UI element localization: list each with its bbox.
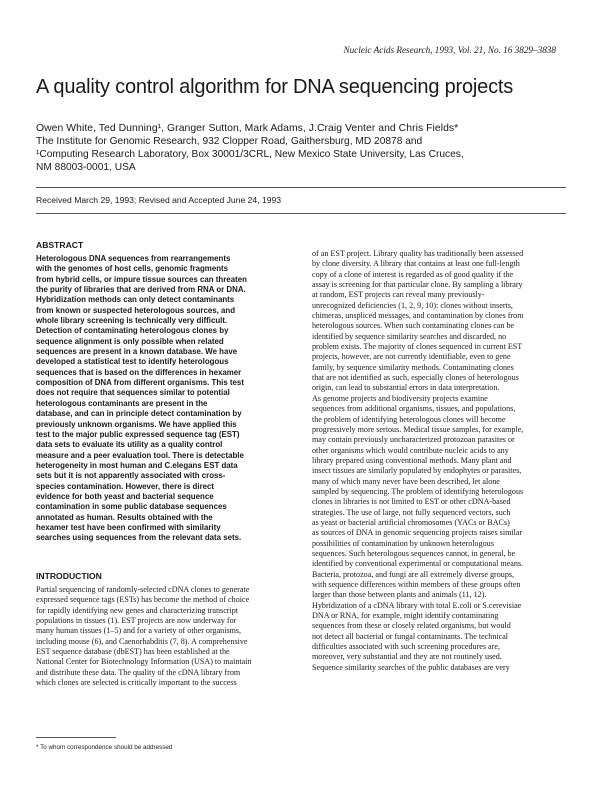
body-line: origin, can lead to substantial errors in data interpretation. [312, 383, 500, 393]
abstract-line: annotated as human. Results obtained with the [36, 512, 213, 522]
body-line: copy of a clone of interest is regarded as of good quality if the [312, 269, 514, 279]
body-line: many of which many never have been described, let alone [312, 476, 500, 486]
intro-line: which clones are selected is critically important to the success [36, 678, 237, 688]
body-line: the problem of identifying heterologous clones will become [312, 414, 506, 424]
abstract-line: searches using sequences from the relevant data sets. [36, 533, 242, 543]
body-line: heterologous sources. When such contaminating clones can be [312, 321, 515, 331]
affiliation-line: The Institute for Genomic Research, 932 Clopper Road, Gaithersburg, MD 20878 and [36, 136, 423, 147]
abstract-line: previously unknown organisms. We have applied this [36, 419, 237, 429]
body-line: identified by conventional experimental or computational means. [312, 559, 524, 569]
abstract-line: the purity of libraries that are derived from RNA or DNA. [36, 285, 246, 295]
body-line: unrecognized deficiencies (1, 2, 9, 10): clones without inserts, [312, 300, 513, 310]
abstract-line: contamination in some public database sequences [36, 502, 227, 512]
abstract-line: with the genomes of host cells, genomic fragments [36, 264, 229, 274]
footnote: * To whom correspondence should be addressed [36, 744, 173, 751]
body-line: Bacteria, protozoa, and fungi are all extremely diverse groups, [312, 569, 515, 579]
abstract-line: data sets to evaluate its utility as a quality control [36, 440, 223, 450]
body-line: progressively more serious. Medical tissue samples, for example, [312, 424, 524, 434]
body-line: may contain previously uncharacterized protozoan parasites or [312, 435, 515, 445]
body-line: that are not identified as such, especially clones of heterologous [312, 373, 519, 383]
abstract-line: from known or suspected heterologous sources, and [36, 305, 236, 315]
body-line: library prepared using conventional methods. Many plant and [312, 455, 512, 465]
body-line: at random, EST projects can reveal many previously- [312, 290, 485, 300]
intro-line: for rapidly identifying new genes and characterizing transcript [36, 605, 239, 615]
body-line: sequences from additional organisms, tissues, and populations, [312, 404, 516, 414]
body-line: projects, however, are not currently identifiable, even to gene [312, 352, 511, 362]
body-line: strategies. The use of large, not fully sequenced vectors, such [312, 507, 511, 517]
body-line: difficulties associated with such screening procedures are, [312, 642, 500, 652]
abstract-line: from hybrid cells, or impure tissue sources can threaten [36, 274, 247, 284]
top-divider [36, 187, 566, 188]
body-line: Sequence similarity searches of the public databases are very [312, 662, 510, 672]
abstract-line: Hybridization methods can only detect contaminants [36, 295, 235, 305]
body-line: larger than those between plants and animals (11, 12). [312, 590, 487, 600]
footnote-rule [36, 737, 116, 738]
abstract-line: does not require that sequences similar to potential [36, 388, 230, 398]
body-line: not detect all bacterial or fungal contaminants. The technical [312, 631, 509, 641]
abstract-line: developed a statistical test to identify heterologous [36, 357, 229, 367]
abstract-line: database, and can in principle detect contamination by [36, 409, 242, 419]
body-line: chimeras, unspliced messages, and contamination by clones from [312, 311, 524, 321]
intro-line: including mouse (6), and Caenorhabditis (7, 8). A comprehensive [36, 636, 248, 646]
body-line: problem exists. The majority of clones sequenced in current EST [312, 342, 523, 352]
body-line: as sources of DNA in genomic sequencing projects raises similar [312, 528, 523, 538]
abstract-line: heterologous contaminants are present in the [36, 398, 208, 408]
affiliation-line: ¹Computing Research Laboratory, Box 30001/3CRL, New Mexico State University, Las Cruces, [36, 149, 464, 160]
body-line: identified by sequence similarity searches and discarded, no [312, 331, 507, 341]
intro-line: National Center for Biotechnology Information (USA) to maintain [36, 657, 252, 667]
abstract-line: sequences are present in a known database. We have [36, 347, 238, 357]
intro-line: populations in tissues (1). EST projects are now underway for [36, 616, 237, 626]
abstract-line: Heterologous DNA sequences from rearrangements [36, 254, 231, 263]
body-line: as yeast or bacterial artificial chromosomes (YACs or BACs) [312, 517, 510, 527]
introduction-heading: INTRODUCTION [36, 571, 102, 581]
abstract-text [36, 254, 298, 544]
author-names: Owen White, Ted Dunning¹, Granger Sutton, Mark Adams, J.Craig Venter and Chris Fields* [36, 123, 459, 134]
received-dates: Received March 29, 1993; Revised and Accepted June 24, 1993 [36, 195, 282, 205]
abstract-line: Detection of contaminating heterologous clones by [36, 326, 229, 336]
body-line: by clone diversity. A library that contains at least one full-length [312, 259, 520, 269]
abstract-line: heterogeneity in most human and C.elegans EST data [36, 460, 238, 470]
journal-citation: Nucleic Acids Research, 1993, Vol. 21, No. 16 3829–3838 [343, 45, 556, 55]
body-line: moreover, very substantial and they are not routinely used. [312, 652, 502, 662]
abstract-line: sequence alignment is only possible when related [36, 336, 224, 346]
abstract-line: measure and a peer evaluation tool. There is detectable [36, 450, 244, 460]
body-line: As genome projects and biodiversity projects examine [312, 393, 488, 403]
intro-line: many human tissues (1–5) and for a variety of other organisms, [36, 626, 242, 636]
right-column-text [312, 249, 577, 673]
introduction-text [36, 585, 301, 688]
body-line: of an EST project. Library quality has traditionally been assessed [312, 249, 524, 258]
abstract-line: sets but it is not apparently associated with cross- [36, 471, 226, 481]
body-line: sequences. Such heterologous sequences cannot, in general, be [312, 548, 516, 558]
abstract-line: whole library screening is technically very difficult. [36, 316, 228, 326]
body-line: sequences from these or closely related organisms, but would [312, 621, 511, 631]
abstract-line: sequences that is based on the differences in hexamer [36, 367, 242, 377]
abstract-heading: ABSTRACT [36, 240, 84, 250]
intro-line: and distribute these data. The quality of the cDNA library from [36, 667, 241, 677]
paper-title: A quality control algorithm for DNA sequencing projects [36, 76, 514, 98]
intro-line: EST sequence database (dbEST) has been established at the [36, 647, 230, 657]
author-block [36, 122, 576, 174]
affiliation-line: NM 88003-0001, USA [36, 162, 136, 173]
body-line: other organisms which would contribute nucleic acids to any [312, 445, 509, 455]
body-line: possibilities of contamination by unknown heterologous [312, 538, 494, 548]
abstract-line: composition of DNA from different organisms. This test [36, 378, 244, 388]
body-line: insect tissues are similarly populated by endophytes or parasites, [312, 466, 522, 476]
abstract-line: test to the major public expressed sequence tag (EST) [36, 429, 240, 439]
body-line: assay is screening for that particular clone. By sampling a library [312, 280, 523, 290]
body-line: clones in libraries is not limited to EST or other cDNA-based [312, 497, 511, 507]
bottom-divider [36, 213, 566, 214]
body-line: DNA or RNA, for example, might identify contaminating [312, 611, 499, 621]
body-line: with sequence differences within members of these groups often [312, 580, 521, 589]
abstract-line: species contamination. However, there is direct [36, 481, 215, 491]
intro-line: Partial sequencing of randomly-selected cDNA clones to generate [36, 585, 250, 594]
intro-line: expressed sequence tags (ESTs) has become the method of choice [36, 595, 250, 605]
body-line: sampled by sequencing. The problem of identifying heterologous [312, 486, 524, 496]
abstract-line: evidence for both yeast and bacterial sequence [36, 491, 214, 501]
abstract-line: hexamer test have been confirmed with similarity [36, 522, 221, 532]
body-line: Hybridization of a cDNA library with total E.coli or S.cerevisiae [312, 600, 522, 610]
body-line: family, by sequence similarity methods. Contaminating clones [312, 362, 514, 372]
